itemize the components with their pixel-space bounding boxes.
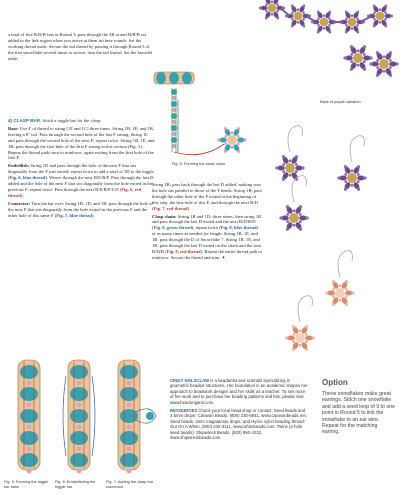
seed-bead xyxy=(77,469,82,474)
seed-bead xyxy=(127,425,132,430)
bead-tip xyxy=(311,336,314,339)
caption-fig5: Fig. 5: Forming the toggle bar base xyxy=(4,479,49,489)
seed-bead xyxy=(127,403,132,408)
ear-wire xyxy=(350,136,364,162)
middle-column xyxy=(152,182,262,263)
bead-tip xyxy=(237,150,240,153)
bead-tip xyxy=(369,56,372,59)
earrings-photo xyxy=(270,108,400,373)
chain-seed xyxy=(172,108,176,112)
bead-seed xyxy=(286,220,289,223)
bead-seed xyxy=(323,27,326,30)
bead-seed xyxy=(356,18,359,21)
bead-seed xyxy=(291,12,294,15)
figure-7-connector xyxy=(106,356,162,476)
bead-seed xyxy=(276,4,279,7)
resources-label: RESOURCES xyxy=(170,408,198,414)
bead-tip xyxy=(363,176,366,179)
bead-tip xyxy=(275,166,278,169)
bead-seed xyxy=(351,27,354,30)
twin-bead xyxy=(70,387,88,401)
bead-center xyxy=(227,135,237,145)
bead-seed xyxy=(231,131,234,134)
bead-seed xyxy=(357,173,360,176)
bead-tip xyxy=(292,325,295,328)
bead-tip xyxy=(345,31,348,34)
twin-bead xyxy=(169,72,179,84)
ear-wire xyxy=(292,176,306,202)
bead-tip xyxy=(299,228,302,231)
option-text: These snowflakes make great earrings. Stitch one snowflake and add a seed loop of 9 to one point in Round 5 to link the snowflake to an ear wire. Repeat for the matching earring. xyxy=(322,391,395,436)
twin-bead xyxy=(120,453,138,467)
twin-bead xyxy=(70,453,88,467)
bead-seed xyxy=(379,21,382,24)
caption-fig6: Fig. 6: Embellishing the toggle bar xyxy=(55,479,96,489)
bead-tip xyxy=(292,348,295,351)
bead-center xyxy=(376,12,385,21)
twin-bead xyxy=(120,409,138,423)
bead-tip xyxy=(279,216,282,219)
bead-seed xyxy=(339,284,342,287)
bead-tip xyxy=(217,138,220,141)
bead-seed xyxy=(328,24,331,27)
bead-tip xyxy=(373,25,376,28)
bead-seed xyxy=(351,14,354,17)
ear-wire xyxy=(338,251,352,277)
bead-seed xyxy=(302,18,305,21)
clasp-connector: Connector: Turn the bar over. String 1B, 1D, and 1B; pass through the hole of the next F that sits diagonally from the hole exited in the previous F and the other hole of this same F (Fig. 7, blue thread). xyxy=(8,200,153,218)
bead-seed xyxy=(299,213,302,216)
bead-seed xyxy=(383,55,386,58)
twin-bead xyxy=(120,365,138,379)
bead-seed xyxy=(389,59,392,62)
bead-tip xyxy=(305,348,308,351)
bead-tip xyxy=(343,56,346,59)
thread-red xyxy=(174,144,224,155)
twin-bead xyxy=(120,431,138,445)
bead-center xyxy=(353,53,363,63)
bead-tip xyxy=(337,176,340,179)
bead-seed xyxy=(299,344,302,347)
bracelet-photo xyxy=(258,0,398,100)
twin-bead xyxy=(20,365,38,379)
twin-bead xyxy=(120,387,138,401)
seed-bead xyxy=(27,447,32,452)
caption-fig7: Fig. 7: Adding the clasp bar connector xyxy=(106,479,154,489)
bead-tip xyxy=(237,127,240,130)
bead-seed xyxy=(302,12,305,15)
bead-tip xyxy=(376,74,379,77)
figure-8-clasp-chain xyxy=(152,60,262,160)
seed-bead xyxy=(127,469,132,474)
chain-seed xyxy=(172,96,176,100)
bead-tip xyxy=(299,205,302,208)
clasp-base: Base: Use 4' of thread to string [1F and 1C] three times. String 1B, 1E, and 1B, leaving a 6" tail. Pass through the second hole of the last F strung. String 1C and pass through the second hole of the next F; repeat twice. String 1B, 1E, and 1B; pass through the first hole of the first F strung in this section (Fig. 5). Repeat the thread path once to reinforce, again exiting from the first hole of the first F. xyxy=(8,125,155,161)
bead-seed xyxy=(379,8,382,11)
bead-seed xyxy=(224,135,227,138)
bead-tip xyxy=(282,155,285,158)
middle-p1: String 1B; pass back through the last D added, making sure the hole sits parallel to those of the F beads. String 1B; pass through the other hole of the F exited at the beginning of this step, the first hole of this F, and through the next B/D (Fig. 7, red thread). xyxy=(152,182,262,211)
bead-seed xyxy=(345,295,348,298)
twin-bead xyxy=(156,72,166,84)
bead-seed xyxy=(345,18,348,21)
bead-seed xyxy=(373,12,376,15)
bead-seed xyxy=(265,10,268,13)
bead-seed xyxy=(237,142,240,145)
bead-seed xyxy=(282,163,285,166)
bead-seed xyxy=(356,24,359,27)
figure-5-toggle-base xyxy=(6,356,52,476)
bead-seed xyxy=(323,14,326,17)
clasp-heading: 4) CLASP BAR. Stitch a toggle bar for the clasp: xyxy=(8,118,102,123)
bead-tip xyxy=(285,336,288,339)
bead-seed xyxy=(357,180,360,183)
bead-tip xyxy=(291,5,294,8)
seed-bead xyxy=(77,403,82,408)
twin-bead xyxy=(182,72,192,84)
bead-seed xyxy=(350,53,353,56)
bead-tip xyxy=(345,303,348,306)
bead-seed xyxy=(271,0,274,3)
bead-tip xyxy=(301,166,304,169)
bead-center xyxy=(379,59,389,69)
bead-center xyxy=(289,213,299,223)
bead-tip xyxy=(369,62,372,65)
bead-tip xyxy=(305,216,308,219)
bead-tip xyxy=(384,5,387,8)
clasp-embellish: Embellish: String 1D and pass through the hole of the next F that sits diagonally from the F just exited; repeat twice to add a total of 3D to the toggle (Fig. 6, blue thread). Weave through the next B/E/B/F. Pass through the last D added and the hole of the next F that sits diagonally from the hole exited in the previous F; repeat twice. Pass through the next B/E/B/F/C/F (Fig. 6, red thread). xyxy=(8,163,154,198)
bead-seed xyxy=(289,159,292,162)
bead-tip xyxy=(291,25,294,28)
twin-bead xyxy=(70,365,88,379)
bead-seed xyxy=(344,173,347,176)
author-bio: CINDY HOLSCLAW is a beadartist and scientist specializing in geometric beaded structures. Her foundation in an academic shapes her approach to beadwork designs and her skills as a teacher. To see more of her work and to purchase her beading patterns and kits, please visit www.beadorigami.com. RESOURCES Check your local bead shop or contact: Seed beads and 2.5mm drops: Caravan Beads, (800) 230-8941, www.caravanbeads.net. Seed beads, 3mm magatamas drops, and Hymo nylon beading thread: Out On A Whim, (800) 232-3111, www.whimbeads.com. Twins (2-hole seed beads): Shipwreck Beads, (800) 950-4232, www.shipwreckbeads.com. xyxy=(170,378,308,441)
clasp-chain-paragraph: Clasp chain: String 1B and 1D; three times, then string 1B and pass through the last D exited and the next B/D/B/D (Fig. 8, green thread); repeat twice (Fig. 8, blue thread) or as many times as needed for length. String 1B, 1E, and 1B; pass through the D of Snowflake 7. String 1B, 1E, and 1B; pass through the last D exited on the chain and the next B/D/B (Fig. 8, red thread). Repeat the entire thread path to reinforce. Secure the thread and trim. ✦ xyxy=(152,213,262,260)
bead-seed xyxy=(332,288,335,291)
bead-center xyxy=(268,4,277,13)
bead-seed xyxy=(383,70,386,73)
seed-bead xyxy=(27,381,32,386)
bead-seed xyxy=(351,184,354,187)
bead-seed xyxy=(286,213,289,216)
bead-tip xyxy=(350,68,353,71)
seed-bead xyxy=(77,425,82,430)
bead-seed xyxy=(373,18,376,21)
seed-bead xyxy=(127,381,132,386)
bead-seed xyxy=(344,180,347,183)
bead-center xyxy=(285,163,295,173)
bead-tip xyxy=(357,165,360,168)
bead-tip xyxy=(356,31,359,34)
bead-tip xyxy=(363,45,366,48)
bead-tip xyxy=(373,5,376,8)
bead-tip xyxy=(302,5,305,8)
bead-seed xyxy=(357,49,360,52)
bead-seed xyxy=(289,174,292,177)
bead-seed xyxy=(231,146,234,149)
bead-tip xyxy=(332,303,335,306)
option-title: Option xyxy=(322,378,348,387)
bead-tip xyxy=(376,51,379,54)
twin-bead xyxy=(20,387,38,401)
bead-seed xyxy=(389,66,392,69)
seed-bead xyxy=(77,447,82,452)
bead-tip xyxy=(317,31,320,34)
bead-center xyxy=(347,173,357,183)
bead-seed xyxy=(292,333,295,336)
twin-bead xyxy=(20,431,38,445)
bead-seed xyxy=(350,60,353,63)
bead-tip xyxy=(357,188,360,191)
bead-tip xyxy=(351,291,354,294)
bead-tip xyxy=(390,15,393,18)
bead-tip xyxy=(243,138,246,141)
bead-seed xyxy=(271,13,274,16)
chain-seed xyxy=(172,120,176,124)
bead-seed xyxy=(237,135,240,138)
bead-link xyxy=(306,16,316,22)
seed-bead xyxy=(77,381,82,386)
bead-tip xyxy=(345,280,348,283)
bead-tip xyxy=(286,228,289,231)
bead-seed xyxy=(295,170,298,173)
bead-tip xyxy=(389,74,392,77)
bead-seed xyxy=(291,18,294,21)
bead-seed xyxy=(345,24,348,27)
bead-tip xyxy=(265,17,268,20)
bead-tip xyxy=(332,280,335,283)
bead-tip xyxy=(328,11,331,14)
bead-link xyxy=(280,8,290,16)
bead-seed xyxy=(332,295,335,298)
bead-seed xyxy=(363,60,366,63)
bead-tip xyxy=(384,25,387,28)
figure-6-toggle-embellish xyxy=(56,356,102,476)
caption-back-variation: Back of purple variation xyxy=(320,99,361,104)
intro-paragraph: a total of five B/D/B sets in Round 3; pass through the 3B at and H/B/B set added in the link region when you arrive at them in these rounds. Set the working thread aside. Secure the tail thread by passing it through Round 3 of the first snowflake several times to secure; trim the tail thread. Set the bracelet aside. xyxy=(8,32,153,61)
bead-seed xyxy=(224,142,227,145)
connector-drop xyxy=(146,412,154,420)
bead-center xyxy=(295,333,305,343)
bead-tip xyxy=(286,205,289,208)
bead-tip xyxy=(302,25,305,28)
bead-seed xyxy=(276,10,279,13)
bead-seed xyxy=(299,329,302,332)
bead-tip xyxy=(325,291,328,294)
bead-tip xyxy=(356,11,359,14)
ear-wire xyxy=(298,296,312,322)
ear-wire xyxy=(288,126,302,152)
twin-bead xyxy=(20,453,38,467)
bead-seed xyxy=(297,8,300,11)
bead-center xyxy=(320,18,329,27)
bead-tip xyxy=(389,51,392,54)
bead-tip xyxy=(363,68,366,71)
bead-seed xyxy=(305,340,308,343)
bead-seed xyxy=(297,21,300,24)
twin-bead xyxy=(70,409,88,423)
author-name: CINDY HOLSCLAW xyxy=(170,378,210,383)
bead-seed xyxy=(292,340,295,343)
bead-seed xyxy=(376,59,379,62)
bead-center xyxy=(294,12,303,21)
bead-seed xyxy=(345,288,348,291)
bead-seed xyxy=(282,170,285,173)
bead-tip xyxy=(350,45,353,48)
bead-tip xyxy=(282,178,285,181)
bead-seed xyxy=(265,4,268,7)
bead-seed xyxy=(384,18,387,21)
bead-center xyxy=(348,18,357,27)
bead-seed xyxy=(328,18,331,21)
bead-tip xyxy=(344,165,347,168)
seed-bead xyxy=(27,425,32,430)
bead-seed xyxy=(376,66,379,69)
bead-link xyxy=(360,16,372,22)
chain-seed xyxy=(172,132,176,136)
clasp-column xyxy=(8,118,156,221)
chain-seed xyxy=(172,144,176,148)
bead-tip xyxy=(345,11,348,14)
bead-center xyxy=(335,288,345,298)
bead-seed xyxy=(339,299,342,302)
bead-tip xyxy=(276,17,279,20)
caption-fig8: Fig. 8: Forming the clasp chain xyxy=(172,161,226,166)
bead-seed xyxy=(351,169,354,172)
bead-seed xyxy=(384,12,387,15)
bead-seed xyxy=(293,224,296,227)
bead-tip xyxy=(295,155,298,158)
twin-bead xyxy=(70,431,88,445)
twin-bead xyxy=(20,409,38,423)
seed-bead xyxy=(27,469,32,474)
seed-bead xyxy=(127,447,132,452)
bead-seed xyxy=(317,24,320,27)
bead-tip xyxy=(344,188,347,191)
bead-tip xyxy=(317,11,320,14)
seed-bead xyxy=(27,403,32,408)
bead-seed xyxy=(363,53,366,56)
bead-tip xyxy=(328,31,331,34)
bead-seed xyxy=(357,64,360,67)
bead-tip xyxy=(305,325,308,328)
bead-tip xyxy=(224,150,227,153)
bead-seed xyxy=(299,220,302,223)
bead-tip xyxy=(224,127,227,130)
bead-seed xyxy=(293,209,296,212)
bead-tip xyxy=(259,7,262,10)
bead-tip xyxy=(395,62,398,65)
bead-seed xyxy=(295,163,298,166)
bead-seed xyxy=(305,333,308,336)
bead-seed xyxy=(317,18,320,21)
